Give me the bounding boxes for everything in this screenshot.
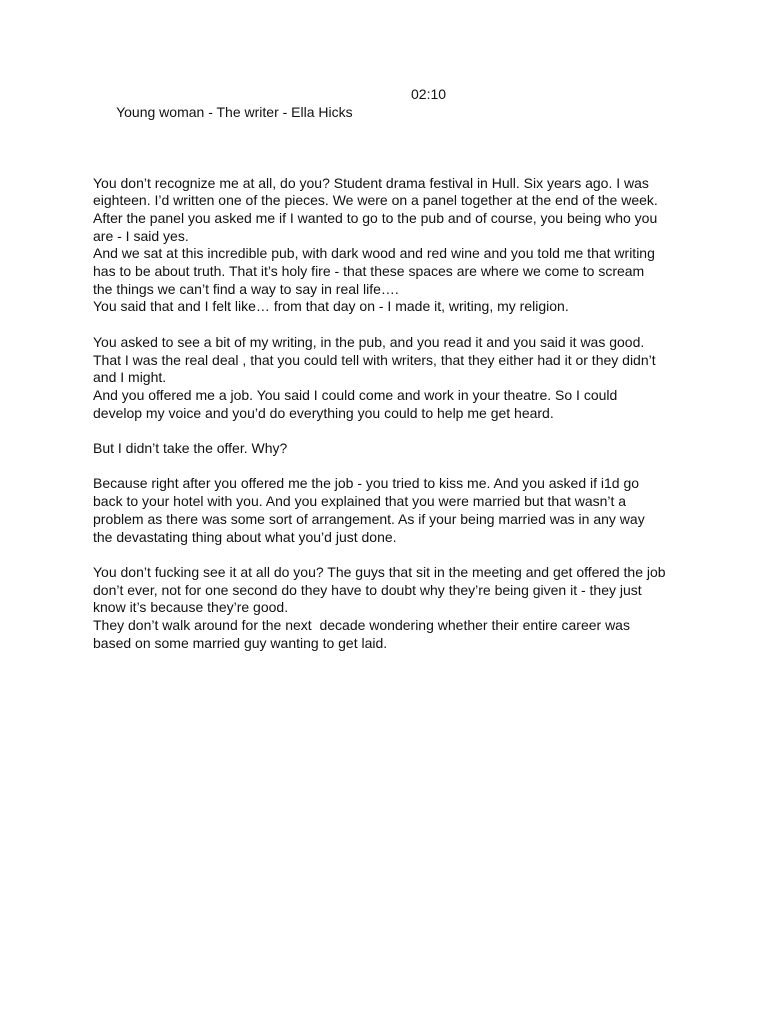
blank-line	[93, 546, 683, 564]
text-line: know it’s because they’re good.	[93, 599, 289, 616]
blank-line	[93, 157, 683, 175]
monologue-body	[93, 157, 683, 653]
text-line: develop my voice and you’d do everything you could to help me get heard.	[93, 404, 554, 421]
text-line: You asked to see a bit of my writing, in the pub, and you read it and you said it was good.	[93, 333, 645, 350]
text-line: After the panel you asked me if I wanted to go to the pub and of course, you being who you	[93, 209, 658, 226]
text-line: You don’t fucking see it at all do you? The guys that sit in the meeting and get offered the job	[93, 563, 666, 580]
text-line: the things we can’t find a way to say in real life….	[93, 280, 399, 297]
text-line: eighteen. I’d written one of the pieces. We were on a panel together at the end of the week.	[93, 192, 658, 209]
text-line: And we sat at this incredible pub, with dark wood and red wine and you told me that writing	[93, 245, 655, 262]
text-line: and I might.	[93, 369, 167, 386]
text-line: are - I said yes.	[93, 227, 189, 244]
blank-line	[93, 422, 683, 440]
blank-line	[93, 458, 683, 476]
text-line: You don’t recognize me at all, do you? Student drama festival in Hull. Six years ago. I was	[93, 174, 649, 191]
script-text	[93, 86, 683, 652]
text-line: You said that and I felt like… from that day on - I made it, writing, my religion.	[93, 298, 569, 315]
text-line: They don’t walk around for the next decade wondering whether their entire career was	[93, 617, 630, 634]
text-line: the devastating thing about what you’d just done.	[93, 528, 397, 545]
blank-line	[93, 316, 683, 334]
text-line: That I was the real deal , that you could tell with writers, that they either had it or they didn’t	[93, 351, 656, 368]
scene-header	[93, 86, 683, 157]
text-line: back to your hotel with you. And you explained that you were married but that wasn’t a	[93, 493, 627, 510]
text-line: based on some married guy wanting to get laid.	[93, 634, 388, 651]
text-line: has to be about truth. That it’s holy fire - that these spaces are where we come to scream	[93, 263, 645, 280]
scene-time: 02:10	[411, 86, 447, 102]
text-line: problem as there was some sort of arrangement. As if your being married was in any way	[93, 510, 645, 527]
text-line: But I didn’t take the offer. Why?	[93, 440, 288, 457]
scene-title: Young woman - The writer - Ella Hicks	[116, 103, 353, 120]
text-line: Because right after you offered me the job - you tried to kiss me. And you asked if i1d go	[93, 475, 640, 492]
text-line: And you offered me a job. You said I could come and work in your theatre. So I could	[93, 386, 618, 403]
text-line: don’t ever, not for one second do they have to doubt why they’re being given it - they just	[93, 581, 642, 598]
